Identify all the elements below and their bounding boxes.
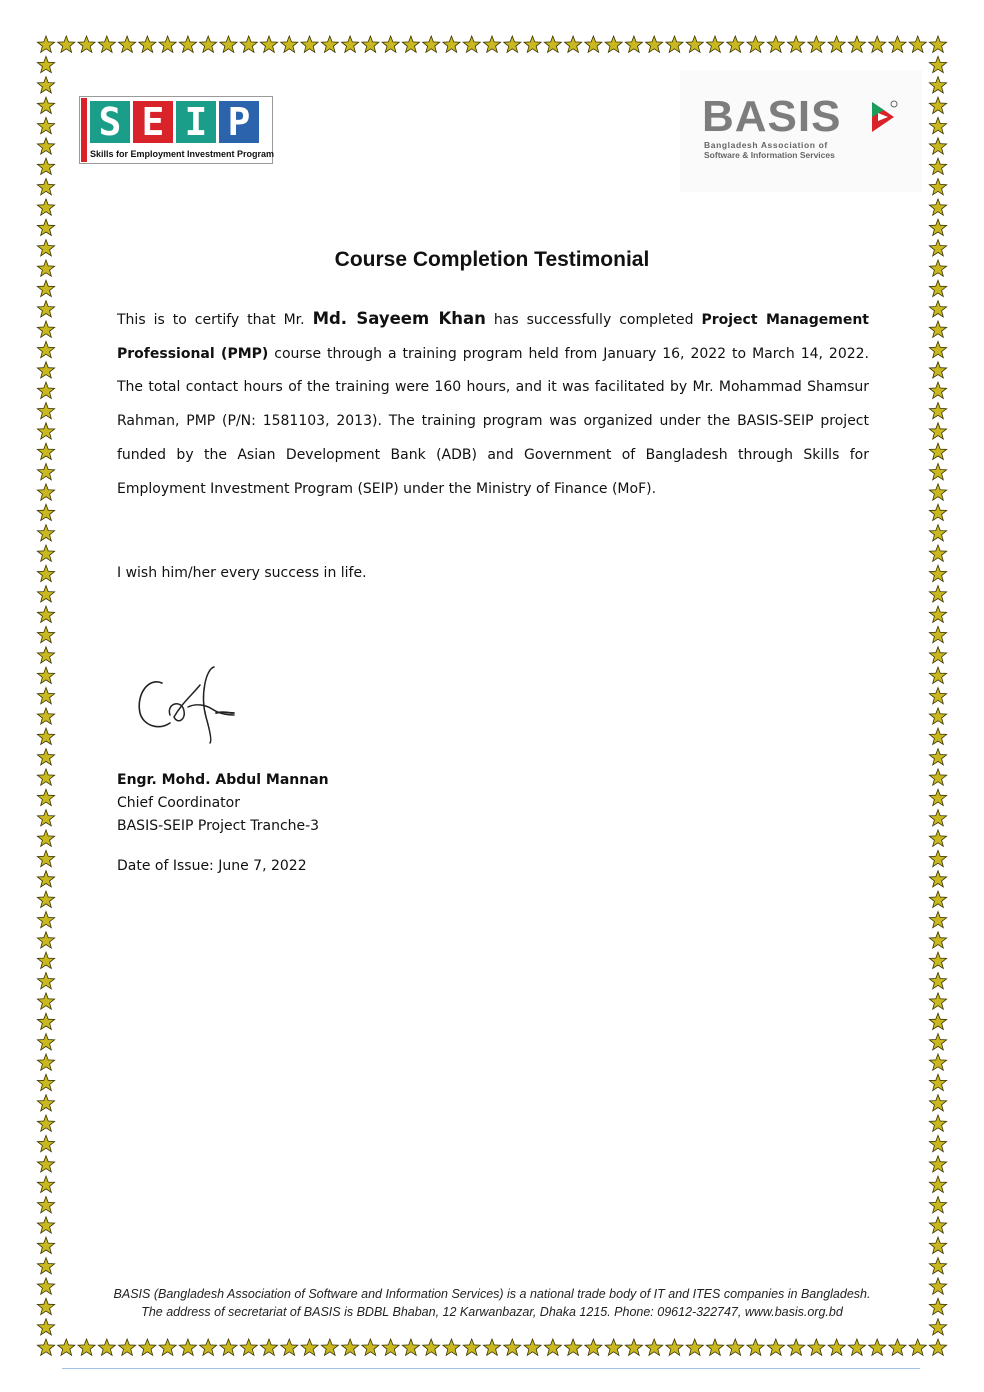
border-star xyxy=(929,158,946,174)
border-star xyxy=(929,362,946,378)
border-star xyxy=(37,199,54,215)
border-star xyxy=(686,1339,703,1355)
border-star xyxy=(929,1156,946,1172)
border-star xyxy=(929,179,946,195)
border-star xyxy=(37,1237,54,1253)
border-star xyxy=(301,1339,318,1355)
seip-letter: P xyxy=(219,101,259,143)
border-star xyxy=(37,97,54,113)
seip-logo-accent xyxy=(81,98,87,162)
border-star xyxy=(281,36,298,52)
border-star xyxy=(929,1135,946,1151)
border-star xyxy=(929,1298,946,1314)
border-star xyxy=(402,36,419,52)
border-star xyxy=(929,565,946,581)
border-star xyxy=(686,36,703,52)
border-star xyxy=(929,993,946,1009)
border-star xyxy=(625,36,642,52)
border-star xyxy=(929,1278,946,1294)
border-star xyxy=(463,1339,480,1355)
border-star xyxy=(382,36,399,52)
border-star xyxy=(929,626,946,642)
border-star xyxy=(767,36,784,52)
border-star xyxy=(929,952,946,968)
border-star xyxy=(423,1339,440,1355)
border-star xyxy=(929,606,946,622)
border-star xyxy=(37,179,54,195)
border-star xyxy=(37,688,54,704)
certificate-body xyxy=(117,302,869,506)
border-star xyxy=(848,36,865,52)
border-star xyxy=(848,1339,865,1355)
border-star xyxy=(483,36,500,52)
border-star xyxy=(98,36,115,52)
border-star xyxy=(828,36,845,52)
border-star xyxy=(179,36,196,52)
seip-tagline: Skills for Employment Investment Program xyxy=(90,149,275,159)
border-star xyxy=(37,1319,54,1335)
basis-logo xyxy=(680,70,922,192)
border-star xyxy=(260,36,277,52)
border-star xyxy=(929,525,946,541)
footer-line: BASIS (Bangladesh Association of Software and Information Services) is a national trade body of IT and ITES companies in Bangladesh. xyxy=(113,1287,871,1301)
border-star xyxy=(37,1054,54,1070)
border-star xyxy=(37,1339,54,1355)
border-star xyxy=(929,341,946,357)
border-star xyxy=(869,36,886,52)
border-star xyxy=(37,973,54,989)
border-star xyxy=(119,36,136,52)
border-star xyxy=(909,1339,926,1355)
border-star xyxy=(37,667,54,683)
border-star xyxy=(747,1339,764,1355)
border-star xyxy=(929,443,946,459)
border-star xyxy=(37,1197,54,1213)
border-star xyxy=(37,219,54,235)
body-rest: course through a training program held from January 16, 2022 to March 14, 2022. The total contact hours of the training were 160 hours, and it was facilitated by Mr. Mohammad Shamsur Rahman, PMP (P/N: 1581103, 2013). The training program was organized under the BASIS-SEIP project funded by the Asian Development Bank (ADB) and Government of Bangladesh through Skills for Employment Investment Program (SEIP) under the Ministry of Finance (MoF). xyxy=(117,345,870,497)
border-star xyxy=(37,1278,54,1294)
border-star xyxy=(37,1034,54,1050)
border-star xyxy=(788,36,805,52)
border-star xyxy=(929,973,946,989)
border-star xyxy=(119,1339,136,1355)
border-star xyxy=(37,382,54,398)
border-star xyxy=(37,952,54,968)
body-intro: This is to certify that Mr. xyxy=(117,312,313,328)
border-star xyxy=(159,36,176,52)
border-star xyxy=(402,1339,419,1355)
border-star xyxy=(727,36,744,52)
border-star xyxy=(37,728,54,744)
border-star xyxy=(37,158,54,174)
border-star xyxy=(37,321,54,337)
border-star xyxy=(929,484,946,500)
basis-logo-word: BASIS xyxy=(702,92,842,141)
wish-text: I wish him/her every success in life. xyxy=(117,565,367,581)
border-star xyxy=(443,1339,460,1355)
border-star xyxy=(929,708,946,724)
border-star xyxy=(98,1339,115,1355)
seip-logo-letters xyxy=(90,101,259,143)
border-star xyxy=(139,1339,156,1355)
border-star xyxy=(929,77,946,93)
border-star xyxy=(37,138,54,154)
border-star xyxy=(37,117,54,133)
border-star xyxy=(37,1095,54,1111)
border-star xyxy=(929,749,946,765)
border-star xyxy=(37,443,54,459)
border-star xyxy=(929,280,946,296)
border-star xyxy=(37,1217,54,1233)
border-star xyxy=(37,1156,54,1172)
border-star xyxy=(605,1339,622,1355)
bottom-rule xyxy=(62,1368,920,1369)
border-star xyxy=(463,36,480,52)
border-star xyxy=(646,36,663,52)
border-star xyxy=(37,830,54,846)
border-star xyxy=(443,36,460,52)
border-star xyxy=(37,626,54,642)
border-star xyxy=(929,36,946,52)
border-star xyxy=(565,36,582,52)
border-star xyxy=(706,36,723,52)
border-star xyxy=(767,1339,784,1355)
border-star xyxy=(788,1339,805,1355)
border-star xyxy=(37,464,54,480)
border-star xyxy=(929,1339,946,1355)
border-star xyxy=(37,1135,54,1151)
border-star xyxy=(524,1339,541,1355)
border-star xyxy=(78,36,95,52)
border-star xyxy=(423,36,440,52)
border-star xyxy=(929,219,946,235)
border-star xyxy=(929,321,946,337)
border-star xyxy=(220,36,237,52)
border-star xyxy=(747,36,764,52)
border-star xyxy=(929,688,946,704)
border-star xyxy=(37,565,54,581)
border-star xyxy=(605,36,622,52)
border-star xyxy=(929,1217,946,1233)
border-star xyxy=(37,912,54,928)
border-star xyxy=(929,647,946,663)
border-star xyxy=(37,301,54,317)
border-star xyxy=(321,1339,338,1355)
border-star xyxy=(139,36,156,52)
border-star xyxy=(929,1237,946,1253)
border-star xyxy=(929,1034,946,1050)
signature-image xyxy=(130,655,250,745)
footer-note xyxy=(60,1285,924,1321)
border-star xyxy=(929,667,946,683)
border-star xyxy=(37,77,54,93)
border-star xyxy=(321,36,338,52)
signer-project: BASIS-SEIP Project Tranche-3 xyxy=(117,818,320,834)
border-star xyxy=(37,545,54,561)
basis-logo-subtitle: Software & Information Services xyxy=(704,150,835,160)
basis-arrow-icon xyxy=(870,100,898,134)
issue-date: Date of Issue: June 7, 2022 xyxy=(117,858,307,874)
border-star xyxy=(929,56,946,72)
border-star xyxy=(889,36,906,52)
border-star xyxy=(929,1319,946,1335)
border-star xyxy=(483,1339,500,1355)
border-star xyxy=(37,1074,54,1090)
border-star xyxy=(37,525,54,541)
border-star xyxy=(301,36,318,52)
seip-logo xyxy=(79,96,273,164)
border-star xyxy=(929,403,946,419)
border-star xyxy=(281,1339,298,1355)
border-star xyxy=(37,56,54,72)
border-star xyxy=(37,871,54,887)
border-star xyxy=(240,1339,257,1355)
border-star xyxy=(37,423,54,439)
border-star xyxy=(666,1339,683,1355)
border-star xyxy=(869,1339,886,1355)
border-star xyxy=(929,1258,946,1274)
border-star xyxy=(929,850,946,866)
border-star xyxy=(544,1339,561,1355)
border-star xyxy=(37,1298,54,1314)
border-star xyxy=(929,789,946,805)
border-star xyxy=(37,647,54,663)
signer-name: Engr. Mohd. Abdul Mannan xyxy=(117,772,329,788)
basis-logo-subtitle: Bangladesh Association of xyxy=(704,140,828,150)
border-star xyxy=(37,484,54,500)
border-star xyxy=(929,382,946,398)
border-star xyxy=(727,1339,744,1355)
border-star xyxy=(929,871,946,887)
border-star xyxy=(37,749,54,765)
border-star xyxy=(37,810,54,826)
border-star xyxy=(37,1258,54,1274)
border-star xyxy=(929,1013,946,1029)
border-star xyxy=(37,606,54,622)
border-star xyxy=(929,1115,946,1131)
border-star xyxy=(37,280,54,296)
border-star xyxy=(504,1339,521,1355)
border-star xyxy=(929,199,946,215)
border-star xyxy=(585,1339,602,1355)
border-star xyxy=(929,1176,946,1192)
border-star xyxy=(37,789,54,805)
border-star xyxy=(37,362,54,378)
border-star xyxy=(646,1339,663,1355)
border-star xyxy=(929,1095,946,1111)
border-star xyxy=(37,1013,54,1029)
border-star xyxy=(504,36,521,52)
border-star xyxy=(200,36,217,52)
border-star xyxy=(37,586,54,602)
border-star xyxy=(808,36,825,52)
border-star xyxy=(159,1339,176,1355)
border-star xyxy=(929,912,946,928)
border-star xyxy=(58,1339,75,1355)
border-star xyxy=(37,1115,54,1131)
border-star xyxy=(544,36,561,52)
border-star xyxy=(37,993,54,1009)
border-star xyxy=(929,117,946,133)
border-star xyxy=(929,504,946,520)
border-star xyxy=(58,36,75,52)
border-star xyxy=(929,891,946,907)
border-star xyxy=(362,1339,379,1355)
border-star xyxy=(37,341,54,357)
border-star xyxy=(78,1339,95,1355)
border-star xyxy=(929,932,946,948)
border-star xyxy=(929,97,946,113)
footer-line: The address of secretariat of BASIS is BDBL Bhaban, 12 Karwanbazar, Dhaka 1215. Phone: 09612-322747, www.basis.org.bd xyxy=(141,1305,843,1319)
border-star xyxy=(706,1339,723,1355)
border-star xyxy=(929,1197,946,1213)
seip-letter: I xyxy=(176,101,216,143)
border-star xyxy=(929,1054,946,1070)
border-star xyxy=(37,932,54,948)
border-star xyxy=(37,36,54,52)
border-star xyxy=(37,403,54,419)
border-star xyxy=(240,36,257,52)
border-star xyxy=(382,1339,399,1355)
border-star xyxy=(929,830,946,846)
border-star xyxy=(585,36,602,52)
border-star xyxy=(929,464,946,480)
border-star xyxy=(37,891,54,907)
border-star xyxy=(666,36,683,52)
border-star xyxy=(828,1339,845,1355)
border-star xyxy=(929,728,946,744)
border-star xyxy=(37,504,54,520)
border-star xyxy=(179,1339,196,1355)
border-star xyxy=(524,36,541,52)
border-star xyxy=(200,1339,217,1355)
recipient-name: Md. Sayeem Khan xyxy=(312,309,486,328)
border-star xyxy=(929,769,946,785)
course-name: Project Management Professional (PMP) xyxy=(117,312,869,362)
border-star xyxy=(929,810,946,826)
border-star xyxy=(929,545,946,561)
border-star xyxy=(260,1339,277,1355)
border-star xyxy=(37,850,54,866)
border-star xyxy=(362,36,379,52)
border-star xyxy=(37,1176,54,1192)
border-star xyxy=(565,1339,582,1355)
border-star xyxy=(342,36,359,52)
border-star xyxy=(37,708,54,724)
border-star xyxy=(929,1074,946,1090)
border-star xyxy=(909,36,926,52)
document-title: Course Completion Testimonial xyxy=(334,248,650,271)
border-star xyxy=(929,423,946,439)
border-star xyxy=(889,1339,906,1355)
signer-block xyxy=(117,769,329,838)
body-mid: has successfully completed xyxy=(485,312,702,328)
border-star xyxy=(929,586,946,602)
border-star xyxy=(929,301,946,317)
border-star xyxy=(220,1339,237,1355)
border-star xyxy=(342,1339,359,1355)
seip-letter: S xyxy=(90,101,130,143)
border-star xyxy=(625,1339,642,1355)
seip-letter: E xyxy=(133,101,173,143)
border-star xyxy=(929,138,946,154)
signer-role: Chief Coordinator xyxy=(117,795,240,811)
border-star xyxy=(808,1339,825,1355)
border-star xyxy=(37,769,54,785)
